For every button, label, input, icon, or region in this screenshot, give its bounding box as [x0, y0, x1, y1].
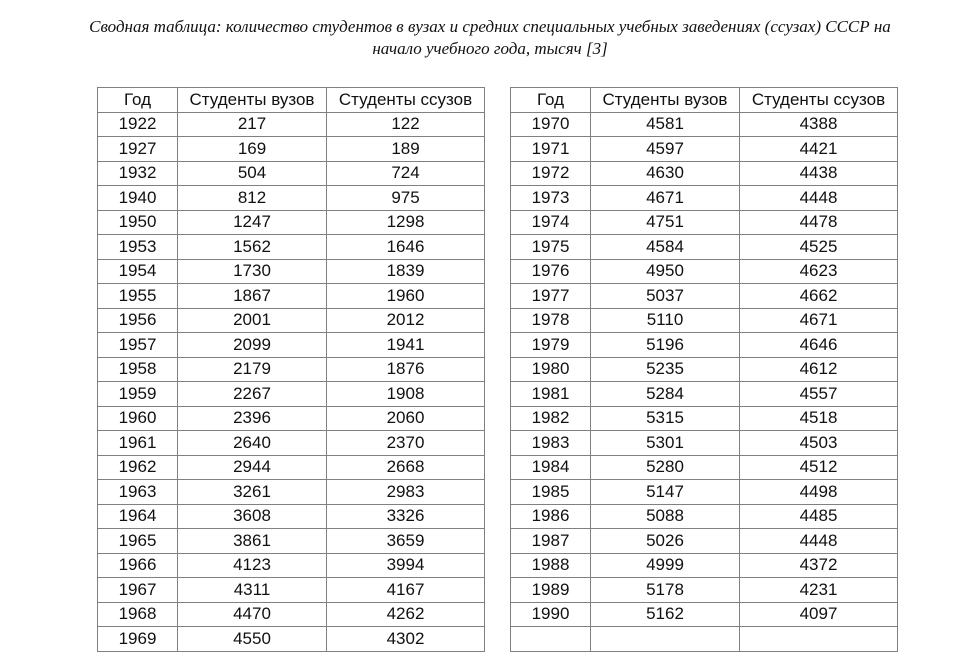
cell-year: 1990 — [511, 602, 591, 627]
table-row — [98, 333, 485, 358]
cell-college-students: 4646 — [740, 333, 898, 358]
cell-year: 1953 — [98, 235, 178, 260]
cell-college-students: 122 — [327, 112, 485, 137]
table-row — [511, 578, 898, 603]
table-row — [511, 553, 898, 578]
cell-university-students: 4123 — [178, 553, 327, 578]
cell-year: 1967 — [98, 578, 178, 603]
cell-college-students: 4388 — [740, 112, 898, 137]
table-row — [511, 627, 898, 652]
cell-college-students: 2370 — [327, 431, 485, 456]
cell-year: 1950 — [98, 210, 178, 235]
cell-college-students: 2012 — [327, 308, 485, 333]
cell-year: 1966 — [98, 553, 178, 578]
cell-college-students — [740, 627, 898, 652]
table-row — [511, 455, 898, 480]
cell-university-students: 4950 — [591, 259, 740, 284]
cell-university-students: 1867 — [178, 284, 327, 309]
table-row — [98, 357, 485, 382]
cell-college-students: 4525 — [740, 235, 898, 260]
cell-year: 1988 — [511, 553, 591, 578]
cell-college-students: 4485 — [740, 504, 898, 529]
cell-university-students: 4999 — [591, 553, 740, 578]
header-year: Год — [98, 88, 178, 113]
caption-line-2: начало учебного года, тысяч [3] — [372, 39, 608, 58]
cell-year: 1970 — [511, 112, 591, 137]
cell-year: 1965 — [98, 529, 178, 554]
cell-college-students: 3659 — [327, 529, 485, 554]
cell-university-students — [591, 627, 740, 652]
cell-year: 1961 — [98, 431, 178, 456]
header-college-students: Студенты ссузов — [327, 88, 485, 113]
cell-year: 1989 — [511, 578, 591, 603]
cell-college-students: 3994 — [327, 553, 485, 578]
cell-year — [511, 627, 591, 652]
table-row — [511, 382, 898, 407]
cell-university-students: 5178 — [591, 578, 740, 603]
cell-college-students: 4478 — [740, 210, 898, 235]
cell-university-students: 4751 — [591, 210, 740, 235]
cell-year: 1963 — [98, 480, 178, 505]
cell-university-students: 812 — [178, 186, 327, 211]
table-row — [98, 578, 485, 603]
table-row — [98, 235, 485, 260]
cell-university-students: 2099 — [178, 333, 327, 358]
cell-college-students: 1298 — [327, 210, 485, 235]
header-year: Год — [511, 88, 591, 113]
cell-university-students: 2944 — [178, 455, 327, 480]
cell-year: 1956 — [98, 308, 178, 333]
cell-year: 1968 — [98, 602, 178, 627]
table-row — [511, 308, 898, 333]
cell-university-students: 504 — [178, 161, 327, 186]
table-row — [98, 553, 485, 578]
cell-year: 1986 — [511, 504, 591, 529]
cell-university-students: 1562 — [178, 235, 327, 260]
cell-university-students: 4311 — [178, 578, 327, 603]
cell-college-students: 4231 — [740, 578, 898, 603]
cell-year: 1974 — [511, 210, 591, 235]
header-row — [98, 88, 485, 113]
table-row — [511, 186, 898, 211]
table-row — [511, 357, 898, 382]
table-row — [98, 602, 485, 627]
cell-college-students: 4623 — [740, 259, 898, 284]
cell-year: 1985 — [511, 480, 591, 505]
cell-year: 1976 — [511, 259, 591, 284]
cell-university-students: 5110 — [591, 308, 740, 333]
students-table-left — [97, 87, 485, 652]
table-row — [98, 504, 485, 529]
cell-university-students: 169 — [178, 137, 327, 162]
cell-year: 1927 — [98, 137, 178, 162]
cell-university-students: 3608 — [178, 504, 327, 529]
cell-college-students: 2983 — [327, 480, 485, 505]
cell-college-students: 3326 — [327, 504, 485, 529]
table-row — [98, 112, 485, 137]
table-row — [511, 529, 898, 554]
cell-college-students: 189 — [327, 137, 485, 162]
cell-year: 1958 — [98, 357, 178, 382]
cell-university-students: 5088 — [591, 504, 740, 529]
cell-university-students: 1730 — [178, 259, 327, 284]
table-row — [511, 480, 898, 505]
cell-year: 1981 — [511, 382, 591, 407]
cell-university-students: 2640 — [178, 431, 327, 456]
table-row — [511, 284, 898, 309]
cell-college-students: 4421 — [740, 137, 898, 162]
header-university-students: Студенты вузов — [591, 88, 740, 113]
cell-college-students: 4097 — [740, 602, 898, 627]
cell-year: 1971 — [511, 137, 591, 162]
cell-year: 1972 — [511, 161, 591, 186]
cell-college-students: 4448 — [740, 186, 898, 211]
cell-college-students: 1941 — [327, 333, 485, 358]
cell-university-students: 4584 — [591, 235, 740, 260]
cell-university-students: 3261 — [178, 480, 327, 505]
header-row — [511, 88, 898, 113]
table-row — [511, 235, 898, 260]
cell-university-students: 5235 — [591, 357, 740, 382]
cell-year: 1964 — [98, 504, 178, 529]
cell-university-students: 4581 — [591, 112, 740, 137]
cell-university-students: 2396 — [178, 406, 327, 431]
cell-year: 1959 — [98, 382, 178, 407]
caption-line-1: Сводная таблица: количество студентов в вузах и средних специальных учебных заведениях (ссузах) СССР на — [89, 17, 891, 36]
table-row — [98, 259, 485, 284]
cell-year: 1987 — [511, 529, 591, 554]
cell-university-students: 5026 — [591, 529, 740, 554]
table-row — [98, 382, 485, 407]
cell-university-students: 5147 — [591, 480, 740, 505]
cell-college-students: 1876 — [327, 357, 485, 382]
cell-college-students: 4662 — [740, 284, 898, 309]
table-row — [511, 504, 898, 529]
cell-year: 1957 — [98, 333, 178, 358]
table-row — [98, 210, 485, 235]
cell-college-students: 4262 — [327, 602, 485, 627]
cell-university-students: 5280 — [591, 455, 740, 480]
cell-year: 1962 — [98, 455, 178, 480]
cell-college-students: 4503 — [740, 431, 898, 456]
cell-year: 1983 — [511, 431, 591, 456]
table-row — [98, 455, 485, 480]
table-row — [98, 308, 485, 333]
cell-college-students: 4557 — [740, 382, 898, 407]
cell-university-students: 4470 — [178, 602, 327, 627]
table-row — [98, 431, 485, 456]
cell-college-students: 975 — [327, 186, 485, 211]
table-row — [98, 137, 485, 162]
cell-college-students: 4438 — [740, 161, 898, 186]
table-row — [511, 259, 898, 284]
table-row — [98, 284, 485, 309]
cell-year: 1932 — [98, 161, 178, 186]
table-row — [98, 627, 485, 652]
cell-university-students: 4597 — [591, 137, 740, 162]
cell-year: 1982 — [511, 406, 591, 431]
cell-university-students: 5315 — [591, 406, 740, 431]
table-row — [511, 161, 898, 186]
table-row — [98, 480, 485, 505]
cell-university-students: 4550 — [178, 627, 327, 652]
cell-year: 1922 — [98, 112, 178, 137]
cell-college-students: 2060 — [327, 406, 485, 431]
cell-university-students: 2001 — [178, 308, 327, 333]
cell-college-students: 4498 — [740, 480, 898, 505]
cell-year: 1955 — [98, 284, 178, 309]
cell-university-students: 1247 — [178, 210, 327, 235]
cell-year: 1975 — [511, 235, 591, 260]
table-row — [98, 529, 485, 554]
cell-year: 1940 — [98, 186, 178, 211]
cell-year: 1973 — [511, 186, 591, 211]
cell-university-students: 3861 — [178, 529, 327, 554]
cell-university-students: 5162 — [591, 602, 740, 627]
cell-year: 1969 — [98, 627, 178, 652]
cell-college-students: 4302 — [327, 627, 485, 652]
cell-college-students: 4167 — [327, 578, 485, 603]
table-row — [98, 186, 485, 211]
cell-college-students: 4671 — [740, 308, 898, 333]
cell-college-students: 4372 — [740, 553, 898, 578]
students-table-right — [510, 87, 898, 652]
cell-college-students: 1646 — [327, 235, 485, 260]
table-row — [511, 431, 898, 456]
cell-year: 1977 — [511, 284, 591, 309]
cell-college-students: 2668 — [327, 455, 485, 480]
cell-university-students: 5284 — [591, 382, 740, 407]
table-row — [98, 406, 485, 431]
table-caption — [0, 16, 959, 60]
table-row — [98, 161, 485, 186]
cell-university-students: 4671 — [591, 186, 740, 211]
cell-college-students: 4612 — [740, 357, 898, 382]
table-row — [511, 406, 898, 431]
cell-year: 1979 — [511, 333, 591, 358]
cell-college-students: 1960 — [327, 284, 485, 309]
cell-university-students: 5037 — [591, 284, 740, 309]
header-university-students: Студенты вузов — [178, 88, 327, 113]
cell-university-students: 5301 — [591, 431, 740, 456]
cell-university-students: 217 — [178, 112, 327, 137]
cell-year: 1980 — [511, 357, 591, 382]
cell-college-students: 4518 — [740, 406, 898, 431]
cell-college-students: 1839 — [327, 259, 485, 284]
header-college-students: Студенты ссузов — [740, 88, 898, 113]
cell-university-students: 2179 — [178, 357, 327, 382]
table-row — [511, 137, 898, 162]
cell-year: 1984 — [511, 455, 591, 480]
cell-year: 1960 — [98, 406, 178, 431]
table-row — [511, 333, 898, 358]
cell-college-students: 1908 — [327, 382, 485, 407]
cell-university-students: 5196 — [591, 333, 740, 358]
cell-year: 1954 — [98, 259, 178, 284]
table-row — [511, 210, 898, 235]
cell-university-students: 2267 — [178, 382, 327, 407]
cell-college-students: 724 — [327, 161, 485, 186]
cell-year: 1978 — [511, 308, 591, 333]
table-row — [511, 602, 898, 627]
table-row — [511, 112, 898, 137]
cell-college-students: 4448 — [740, 529, 898, 554]
cell-university-students: 4630 — [591, 161, 740, 186]
cell-college-students: 4512 — [740, 455, 898, 480]
